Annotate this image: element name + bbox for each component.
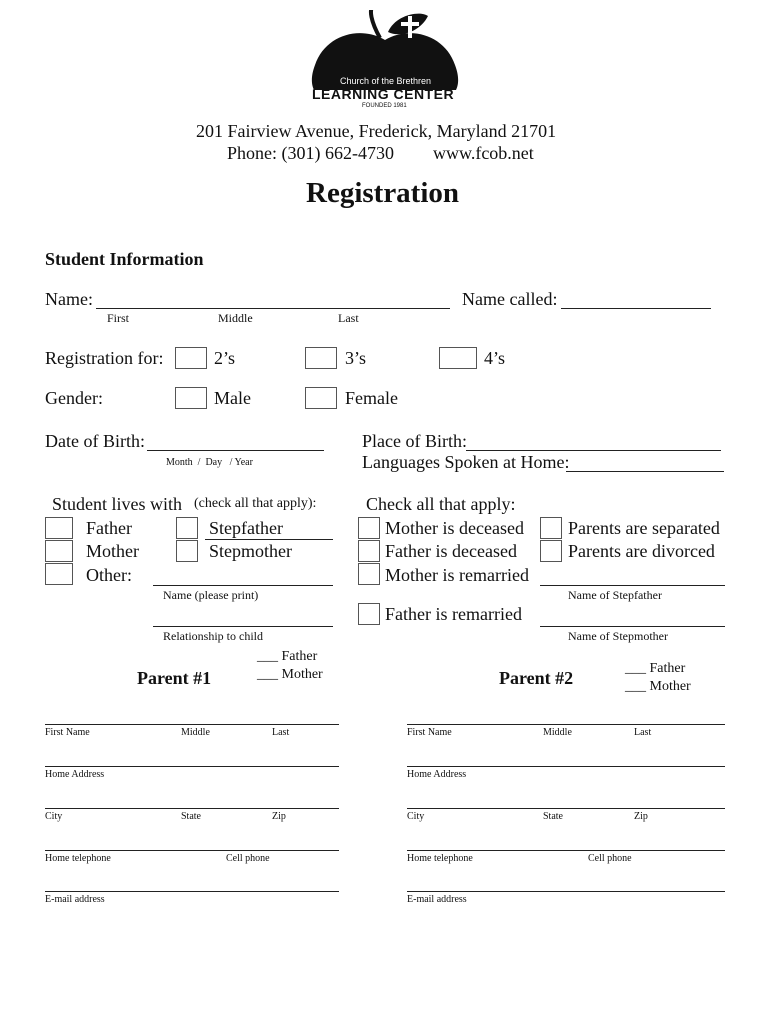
parent2-address-field[interactable] (407, 766, 725, 767)
parent1-first-hint: First Name (45, 727, 90, 738)
lives-with-label: Student lives with (52, 494, 182, 514)
lives-other-checkbox[interactable] (45, 563, 73, 585)
name-first-hint: First (107, 311, 130, 325)
gender-female-checkbox[interactable] (305, 387, 337, 409)
lives-mother-label: Mother (86, 541, 139, 561)
mother-remarried-label: Mother is remarried (385, 565, 529, 585)
parent2-phone-field[interactable] (407, 850, 725, 851)
reg-3s-checkbox[interactable] (305, 347, 337, 369)
parent1-zip-hint: Zip (272, 811, 286, 822)
name-field[interactable] (96, 308, 450, 309)
parents-divorced-checkbox[interactable] (540, 540, 562, 562)
lives-with-hint: (check all that apply): (194, 496, 317, 511)
parent2-first-hint: First Name (407, 727, 452, 738)
parent2-middle-hint: Middle (543, 727, 572, 738)
parent1-email-field[interactable] (45, 891, 339, 892)
parent1-address-hint: Home Address (45, 769, 105, 780)
logo-line3: FOUNDED 1981 (362, 103, 407, 109)
dob-hint: Month / Day / Year (166, 457, 253, 468)
pob-field[interactable] (466, 450, 721, 451)
parent2-father-opt[interactable]: ___ Father (625, 661, 686, 676)
parent2-cell-hint: Cell phone (588, 853, 632, 864)
parent2-city-field[interactable] (407, 808, 725, 809)
gender-male-checkbox[interactable] (175, 387, 207, 409)
registration-label: Registration for: (45, 348, 164, 368)
parent1-city-field[interactable] (45, 808, 339, 809)
web-line: www.fcob.net (433, 143, 534, 163)
lives-stepfather-label: Stepfather (209, 518, 283, 538)
parent2-name-field[interactable] (407, 724, 725, 725)
parent1-address-field[interactable] (45, 766, 339, 767)
lives-other-label: Other: (86, 565, 132, 585)
lives-stepmother-label: Stepmother (209, 541, 292, 561)
parent1-cell-hint: Cell phone (226, 853, 270, 864)
lives-father-label: Father (86, 518, 132, 538)
parent1-city-hint: City (45, 811, 63, 822)
stepmother-name-hint: Name of Stepmother (568, 629, 668, 643)
lives-stepmother-checkbox[interactable] (176, 540, 198, 562)
father-deceased-label: Father is deceased (385, 541, 517, 561)
reg-3s-label: 3’s (345, 348, 367, 368)
parent2-email-field[interactable] (407, 891, 725, 892)
parent2-hometel-hint: Home telephone (407, 853, 473, 864)
lives-stepfather-checkbox[interactable] (176, 517, 198, 539)
lives-father-checkbox[interactable] (45, 517, 73, 539)
reg-2s-checkbox[interactable] (175, 347, 207, 369)
parent1-mother-opt[interactable]: ___ Mother (257, 667, 323, 682)
parent2-zip-hint: Zip (634, 811, 648, 822)
parent1-hometel-hint: Home telephone (45, 853, 111, 864)
name-last-hint: Last (338, 311, 359, 325)
parent1-email-hint: E-mail address (45, 894, 105, 905)
parent1-state-hint: State (181, 811, 201, 822)
languages-field[interactable] (566, 471, 724, 472)
mother-deceased-checkbox[interactable] (358, 517, 380, 539)
parent2-city-hint: City (407, 811, 425, 822)
gender-label: Gender: (45, 388, 103, 408)
languages-label: Languages Spoken at Home: (362, 452, 570, 472)
parent2-state-hint: State (543, 811, 563, 822)
relationship-hint: Relationship to child (163, 629, 263, 643)
address-line: 201 Fairview Avenue, Frederick, Maryland 21701 (196, 121, 557, 141)
name-called-field[interactable] (561, 308, 711, 309)
page-title: Registration (306, 177, 460, 209)
parents-divorced-label: Parents are divorced (568, 541, 715, 561)
father-remarried-checkbox[interactable] (358, 603, 380, 625)
parent2-title: Parent #2 (499, 668, 574, 688)
mother-remarried-checkbox[interactable] (358, 563, 380, 585)
logo-line2: LEARNING CENTER (312, 86, 455, 102)
gender-female-label: Female (345, 388, 398, 408)
father-deceased-checkbox[interactable] (358, 540, 380, 562)
reg-4s-label: 4’s (484, 348, 506, 368)
parent2-address-hint: Home Address (407, 769, 467, 780)
dob-label: Date of Birth: (45, 431, 145, 451)
check-all-label: Check all that apply: (366, 494, 516, 514)
lives-mother-checkbox[interactable] (45, 540, 73, 562)
parent2-last-hint: Last (634, 727, 652, 738)
name-label: Name: (45, 289, 93, 309)
parent1-name-field[interactable] (45, 724, 339, 725)
parent1-title: Parent #1 (137, 668, 212, 688)
reg-2s-label: 2’s (214, 348, 236, 368)
parents-separated-checkbox[interactable] (540, 517, 562, 539)
name-middle-hint: Middle (218, 311, 253, 325)
stepfather-underline (205, 539, 333, 540)
parent1-father-opt[interactable]: ___ Father (257, 649, 318, 664)
other-name-field[interactable] (153, 585, 333, 586)
logo (300, 10, 470, 110)
other-name-hint: Name (please print) (163, 588, 259, 602)
section-title-student: Student Information (45, 249, 204, 269)
parent2-email-hint: E-mail address (407, 894, 467, 905)
reg-4s-checkbox[interactable] (439, 347, 477, 369)
gender-male-label: Male (214, 388, 251, 408)
pob-label: Place of Birth: (362, 431, 467, 451)
parent2-mother-opt[interactable]: ___ Mother (625, 679, 691, 694)
mother-deceased-label: Mother is deceased (385, 518, 524, 538)
parent1-last-hint: Last (272, 727, 290, 738)
stepfather-name-field[interactable] (540, 585, 725, 586)
phone-line: Phone: (301) 662-4730 (227, 143, 394, 163)
name-called-label: Name called: (462, 289, 558, 309)
logo-line1: Church of the Brethren (340, 76, 432, 86)
father-remarried-label: Father is remarried (385, 604, 522, 624)
dob-field[interactable] (147, 450, 324, 451)
parent1-phone-field[interactable] (45, 850, 339, 851)
parent1-middle-hint: Middle (181, 727, 210, 738)
stepmother-name-field[interactable] (540, 626, 725, 627)
parents-separated-label: Parents are separated (568, 518, 720, 538)
relationship-field[interactable] (153, 626, 333, 627)
stepfather-name-hint: Name of Stepfather (568, 588, 662, 602)
